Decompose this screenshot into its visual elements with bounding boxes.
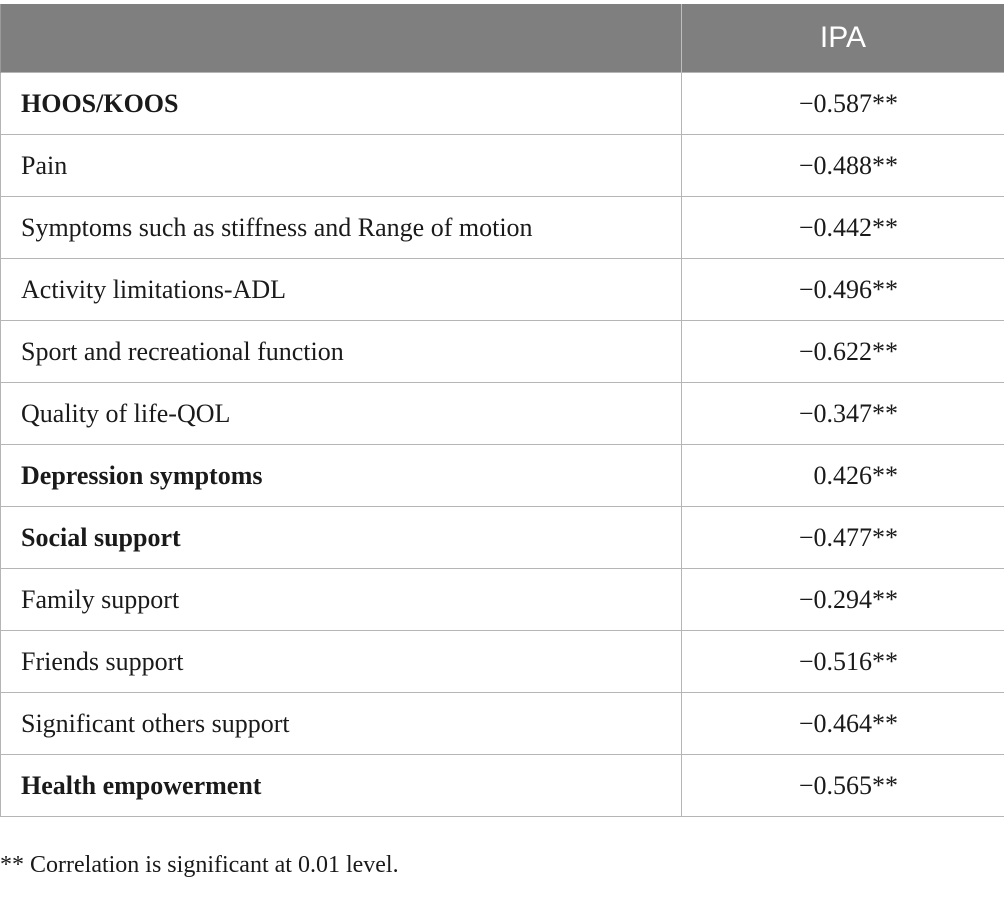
row-value	[682, 631, 1004, 693]
row-value	[682, 755, 1004, 817]
row-label: Activity limitations-ADL	[1, 259, 682, 321]
row-label: Family support	[1, 569, 682, 631]
table-row	[1, 755, 1004, 817]
row-label: Quality of life-QOL	[1, 383, 682, 445]
row-value-text: −0.477**	[798, 522, 898, 552]
row-value	[682, 507, 1004, 569]
row-value-text: −0.587**	[798, 88, 898, 118]
table-row	[1, 197, 1004, 259]
row-value	[682, 259, 1004, 321]
row-label: Health empowerment	[1, 755, 682, 817]
table-body	[1, 73, 1004, 817]
row-label: HOOS/KOOS	[1, 73, 682, 135]
row-label: Depression symptoms	[1, 445, 682, 507]
row-value	[682, 197, 1004, 259]
table-row	[1, 321, 1004, 383]
table-row	[1, 693, 1004, 755]
table-header	[1, 4, 1004, 73]
row-label: Significant others support	[1, 693, 682, 755]
row-value-text: −0.565**	[798, 770, 898, 800]
table-row	[1, 135, 1004, 197]
row-label: Friends support	[1, 631, 682, 693]
table-row	[1, 507, 1004, 569]
table-row	[1, 259, 1004, 321]
header-ipa-column: IPA	[682, 4, 1004, 73]
row-value	[682, 693, 1004, 755]
row-value-text: −0.464**	[798, 708, 898, 738]
table-footnote: ** Correlation is significant at 0.01 level.	[0, 852, 399, 878]
row-value	[682, 73, 1004, 135]
table-row	[1, 383, 1004, 445]
row-value	[682, 569, 1004, 631]
row-value	[682, 321, 1004, 383]
row-label: Pain	[1, 135, 682, 197]
row-value-text: −0.347**	[798, 398, 898, 428]
row-value-text: −0.442**	[798, 212, 898, 242]
row-label: Social support	[1, 507, 682, 569]
row-value	[682, 135, 1004, 197]
header-row	[1, 4, 1004, 73]
correlation-table	[0, 4, 1004, 817]
row-label: Sport and recreational function	[1, 321, 682, 383]
row-value	[682, 383, 1004, 445]
table-row	[1, 569, 1004, 631]
row-value-text: −0.496**	[798, 274, 898, 304]
row-value-text: 0.426**	[813, 460, 898, 490]
row-value-text: −0.622**	[798, 336, 898, 366]
row-value-text: −0.294**	[798, 584, 898, 614]
table-row	[1, 445, 1004, 507]
table-row	[1, 631, 1004, 693]
table-row	[1, 73, 1004, 135]
row-value-text: −0.516**	[798, 646, 898, 676]
row-label: Symptoms such as stiffness and Range of motion	[1, 197, 682, 259]
correlation-table-container	[0, 4, 1004, 817]
row-value	[682, 445, 1004, 507]
header-label-column	[1, 4, 682, 73]
row-value-text: −0.488**	[798, 150, 898, 180]
